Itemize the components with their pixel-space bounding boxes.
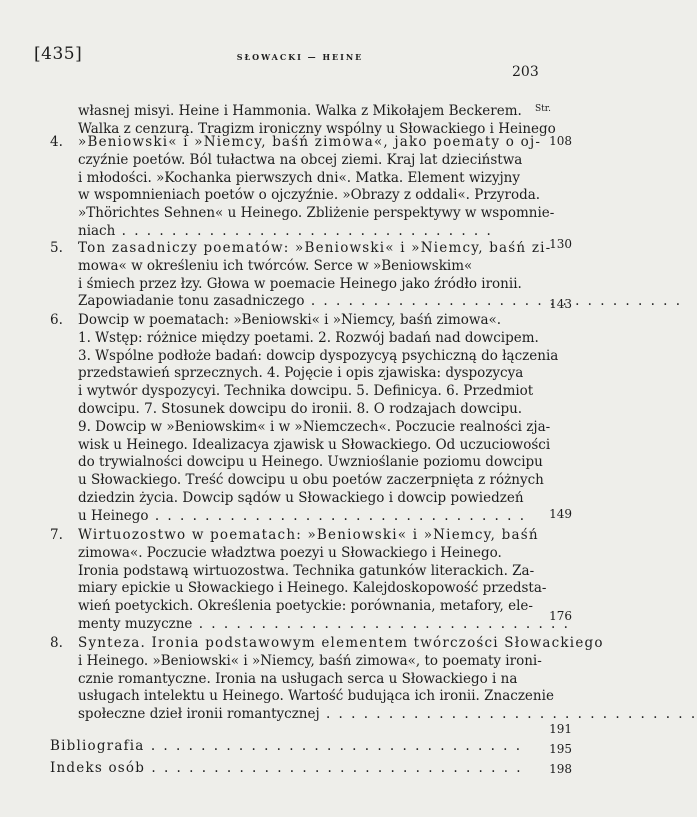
toc-line: przedstawień sprzecznych. 4. Pojęcie i opis zjawiska: dyspozycya	[78, 365, 524, 382]
toc-line: i młodości. »Kochanka pierwszych dni«. Matka. Element wizyjny	[78, 169, 520, 186]
toc-entry-text	[50, 760, 518, 778]
toc-line: u Słowackiego. Treść dowcipu u obu poetów zaczerpnięta z różnych	[78, 472, 544, 489]
toc-line: mowa« w określeniu ich twórców. Serce w »Beniowskim«	[78, 257, 473, 274]
running-header: SŁOWACKI — HEINE	[236, 52, 364, 62]
toc-page-ref: 195	[549, 742, 572, 756]
toc-line: Ironia podstawą wirtuozostwa. Technika gatunków literackich. Za-	[78, 562, 535, 579]
toc-line: Bibliografia . . .	[50, 738, 518, 756]
toc-page-ref: 198	[549, 762, 572, 776]
toc-line: niach . . .	[78, 223, 518, 241]
toc-line: »Beniowski« i »Niemcy, baśń zimowa«, jako poematy o oj-	[78, 134, 542, 150]
toc-line: menty muzyczne . . .	[78, 616, 518, 634]
toc-line: Walka z cenzurą. Tragizm ironiczny wspólny u Słowackiego i Heinego	[78, 120, 556, 137]
toc-line: do trywialności dowcipu u Heinego. Uwznioślanie poziomu dowcipu	[78, 454, 543, 471]
toc-entry-number: 4.	[50, 134, 63, 150]
toc-entry-text	[78, 635, 604, 724]
toc-entry-number: 8.	[50, 635, 63, 651]
toc-entry-text	[78, 134, 555, 241]
toc-line: miary epickie u Słowackiego i Heinego. Kalejdoskopowość przedsta-	[78, 580, 547, 597]
toc-page-ref: 108	[549, 134, 572, 148]
toc-line: usługach intelektu u Heinego. Wartość budująca ich ironii. Znaczenie	[78, 688, 554, 705]
toc-entry-number: 5.	[50, 240, 63, 256]
toc-entry-number: 6.	[50, 312, 63, 328]
toc-entry-text	[78, 312, 559, 526]
page-bracket-number: [435]	[34, 44, 83, 64]
toc-page-ref: 130	[549, 237, 572, 251]
toc-line: dowcipu. 7. Stosunek dowcipu do ironii. 8. O rodzajach dowcipu.	[78, 400, 523, 417]
toc-line: 9. Dowcip w »Beniowskim« i w »Niemczech«. Poczucie realności zja-	[78, 418, 551, 435]
toc-entry-text	[50, 738, 518, 756]
toc-entry-text	[78, 240, 552, 311]
toc-line: Synteza. Ironia podstawowym elementem twórczości Słowackiego	[78, 635, 604, 651]
toc-line: u Heinego . . .	[78, 508, 518, 526]
toc-line: i Heinego. »Beniowski« i »Niemcy, baśń zimowa«, to poematy ironi-	[78, 652, 542, 669]
toc-line: Indeks osób . . .	[50, 760, 518, 778]
toc-entry-number: 7.	[50, 527, 63, 543]
page-column-label: Str.	[535, 104, 551, 114]
toc-page-ref: 191	[549, 722, 572, 736]
toc-line: Zapowiadanie tonu zasadniczego . . .	[78, 293, 518, 311]
toc-line: i wytwór dyspozycyi. Technika dowcipu. 5. Definicya. 6. Przedmiot	[78, 383, 534, 400]
toc-page-ref: 176	[549, 609, 572, 623]
toc-line: 1. Wstęp: różnice między poetami. 2. Rozwój badań nad dowcipem.	[78, 329, 539, 346]
toc-line: dziedzin życia. Dowcip sądów u Słowackiego i dowcip powiedzeń	[78, 489, 524, 506]
toc-line: w wspomnieniach poetów o ojczyźnie. »Obrazy z oddali«. Przyroda.	[78, 187, 541, 204]
toc-line: zimowa«. Poczucie władztwa poezyi u Słowackiego i Heinego.	[78, 544, 502, 561]
toc-entry-text	[78, 527, 547, 634]
toc-line: Wirtuozostwo w poematach: »Beniowski« i »Niemcy, baśń	[78, 527, 539, 543]
toc-page-ref: 143	[549, 297, 572, 311]
toc-line: cznie romantyczne. Ironia na usługach serca u Słowackiego i na	[78, 670, 518, 687]
toc-line: i śmiech przez łzy. Głowa w poemacie Heinego jako źródło ironii.	[78, 275, 522, 292]
toc-line: czyźnie poetów. Ból tułactwa na obcej ziemi. Kraj lat dzieciństwa	[78, 151, 523, 168]
toc-page-ref: 149	[549, 507, 572, 521]
toc-line: wisk u Heinego. Idealizacya zjawisk u Słowackiego. Od uczuciowości	[78, 436, 551, 453]
toc-line: Ton zasadniczy poematów: »Beniowski« i »Niemcy, baśń zi-	[78, 240, 552, 256]
page-number: 203	[512, 64, 539, 80]
toc-line: »Thörichtes Sehnen« u Heinego. Zbliżenie perspektywy w wspomnie-	[78, 205, 555, 222]
toc-line: wień poetyckich. Określenia poetyckie: porównania, metafory, ele-	[78, 598, 533, 615]
toc-line: Dowcip w poematach: »Beniowski« i »Niemcy, baśń zimowa«.	[78, 312, 502, 328]
toc-line: 3. Wspólne podłoże badań: dowcip dyspozycyą psychiczną do łączenia	[78, 347, 559, 364]
toc-line: własnej misyi. Heine i Hammonia. Walka z Mikołajem Beckerem.	[78, 103, 522, 119]
toc-line: społeczne dzieł ironii romantycznej . . .	[78, 706, 518, 724]
